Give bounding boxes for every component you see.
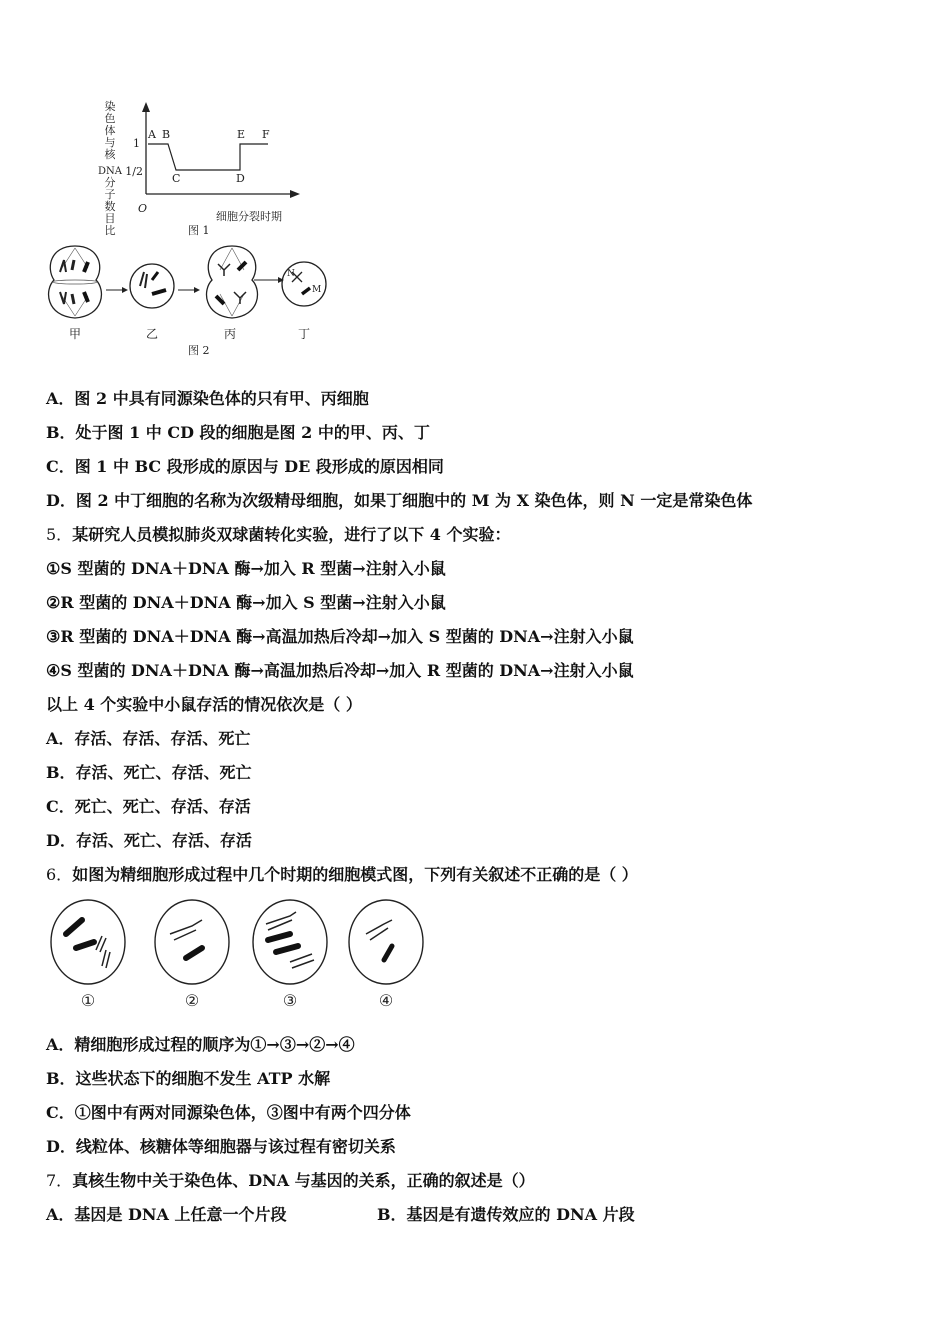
y-tick-1: 1 — [133, 137, 140, 150]
q6-number: 6． — [46, 865, 73, 884]
q7-stem: 真核生物中关于染色体、DNA 与基因的关系，正确的叙述是（） — [72, 1171, 535, 1190]
svg-text:与: 与 — [104, 136, 116, 149]
y-tick-half: 1/2 — [125, 165, 143, 178]
point-e: E — [237, 128, 246, 141]
q5-stem: 某研究人员模拟肺炎双球菌转化实验，进行了以下 4 个实验： — [72, 525, 511, 544]
q6-option-a: A．精细胞形成过程的顺序为①→③→②→④ — [46, 1035, 355, 1054]
q6-option-c: C．①图中有两对同源染色体，③图中有两个四分体 — [46, 1103, 411, 1122]
q4-option-b: B．处于图 1 中 CD 段的细胞是图 2 中的甲、丙、丁 — [46, 423, 430, 442]
q6-stem: 如图为精细胞形成过程中几个时期的细胞模式图，下列有关叙述不正确的是（ ） — [72, 865, 638, 884]
q6-stem-line — [46, 862, 638, 885]
svg-text:体: 体 — [104, 124, 116, 137]
q6-option-d: D．线粒体、核糖体等细胞器与该过程有密切关系 — [46, 1137, 396, 1156]
x-axis-label: 细胞分裂时期 — [216, 210, 282, 223]
q6-cell-4 — [349, 900, 423, 984]
svg-text:N: N — [287, 269, 295, 279]
figure-q6-cells — [44, 896, 434, 1016]
q7-option-a: A．基因是 DNA 上任意一个片段 — [46, 1205, 287, 1224]
svg-text:比: 比 — [104, 224, 116, 237]
y-axis-label — [98, 99, 123, 237]
cell-jia — [49, 246, 102, 318]
q7-option-b: B．基因是有遗传效应的 DNA 片段 — [377, 1205, 635, 1224]
svg-text:染: 染 — [104, 100, 116, 113]
point-f: F — [262, 128, 270, 141]
figure-2-cells — [40, 240, 340, 360]
q4-option-d: D．图 2 中丁细胞的名称为次级精母细胞，如果丁细胞中的 M 为 X 染色体，则 N 一定是常染色体 — [46, 491, 753, 510]
q5-stem-line — [46, 522, 510, 545]
cell-label-jia: 甲 — [68, 327, 82, 341]
svg-text:M: M — [312, 285, 322, 295]
figure-1-graph — [96, 96, 326, 246]
cell-ding — [282, 262, 326, 306]
figure-1-caption: 图 1 — [188, 224, 210, 237]
point-d: D — [236, 172, 245, 185]
q7-stem-line — [46, 1168, 535, 1191]
y-axis-arrow — [142, 102, 150, 112]
q5-option-c: C．死亡、死亡、存活、存活 — [46, 797, 251, 816]
q5-option-d: D．存活、死亡、存活、存活 — [46, 831, 252, 850]
q4-option-a: A．图 2 中具有同源染色体的只有甲、丙细胞 — [46, 389, 369, 408]
cell-yi — [130, 264, 174, 308]
q5-experiment-1: ①S 型菌的 DNA＋DNA 酶→加入 R 型菌→注射入小鼠 — [46, 559, 446, 578]
svg-text:分: 分 — [104, 176, 116, 189]
q4-option-c: C．图 1 中 BC 段形成的原因与 DE 段形成的原因相同 — [46, 457, 444, 476]
origin-label: O — [138, 202, 148, 215]
svg-text:目: 目 — [104, 212, 116, 225]
figure-2-caption: 图 2 — [188, 344, 210, 357]
cell-label-ding: 丁 — [297, 327, 311, 341]
q5-experiment-2: ②R 型菌的 DNA＋DNA 酶→加入 S 型菌→注射入小鼠 — [46, 593, 446, 612]
svg-text:色: 色 — [104, 112, 116, 125]
q6-cell-label-3: ③ — [282, 991, 298, 1010]
curve — [148, 144, 268, 170]
svg-text:核: 核 — [104, 148, 116, 161]
x-axis-arrow — [290, 190, 300, 198]
q5-experiment-4: ④S 型菌的 DNA＋DNA 酶→高温加热后冷却→加入 R 型菌的 DNA→注射入小鼠 — [46, 661, 634, 680]
q6-cell-label-1: ① — [80, 991, 96, 1010]
svg-text:DNA: DNA — [98, 166, 122, 177]
point-b: B — [162, 128, 171, 141]
q5-experiment-3: ③R 型菌的 DNA＋DNA 酶→高温加热后冷却→加入 S 型菌的 DNA→注射入小鼠 — [46, 627, 634, 646]
q7-number: 7． — [46, 1171, 73, 1190]
point-c: C — [172, 172, 181, 185]
q5-number: 5． — [46, 525, 73, 544]
q6-cell-1 — [51, 900, 125, 984]
q5-option-a: A．存活、存活、存活、死亡 — [46, 729, 251, 748]
q5-option-b: B．存活、死亡、存活、死亡 — [46, 763, 252, 782]
q5-question: 以上 4 个实验中小鼠存活的情况依次是（ ） — [46, 695, 362, 714]
q6-cell-2 — [155, 900, 229, 984]
cell-label-yi: 乙 — [145, 327, 159, 341]
q6-cell-3 — [253, 900, 327, 984]
q6-cell-label-4: ④ — [378, 991, 394, 1010]
svg-text:数: 数 — [104, 200, 116, 213]
q6-option-b: B．这些状态下的细胞不发生 ATP 水解 — [46, 1069, 331, 1088]
point-a: A — [148, 128, 156, 141]
cell-label-bing: 丙 — [223, 327, 237, 341]
cell-bing — [207, 246, 258, 318]
svg-text:子: 子 — [104, 188, 116, 201]
q6-cell-label-2: ② — [184, 991, 200, 1010]
